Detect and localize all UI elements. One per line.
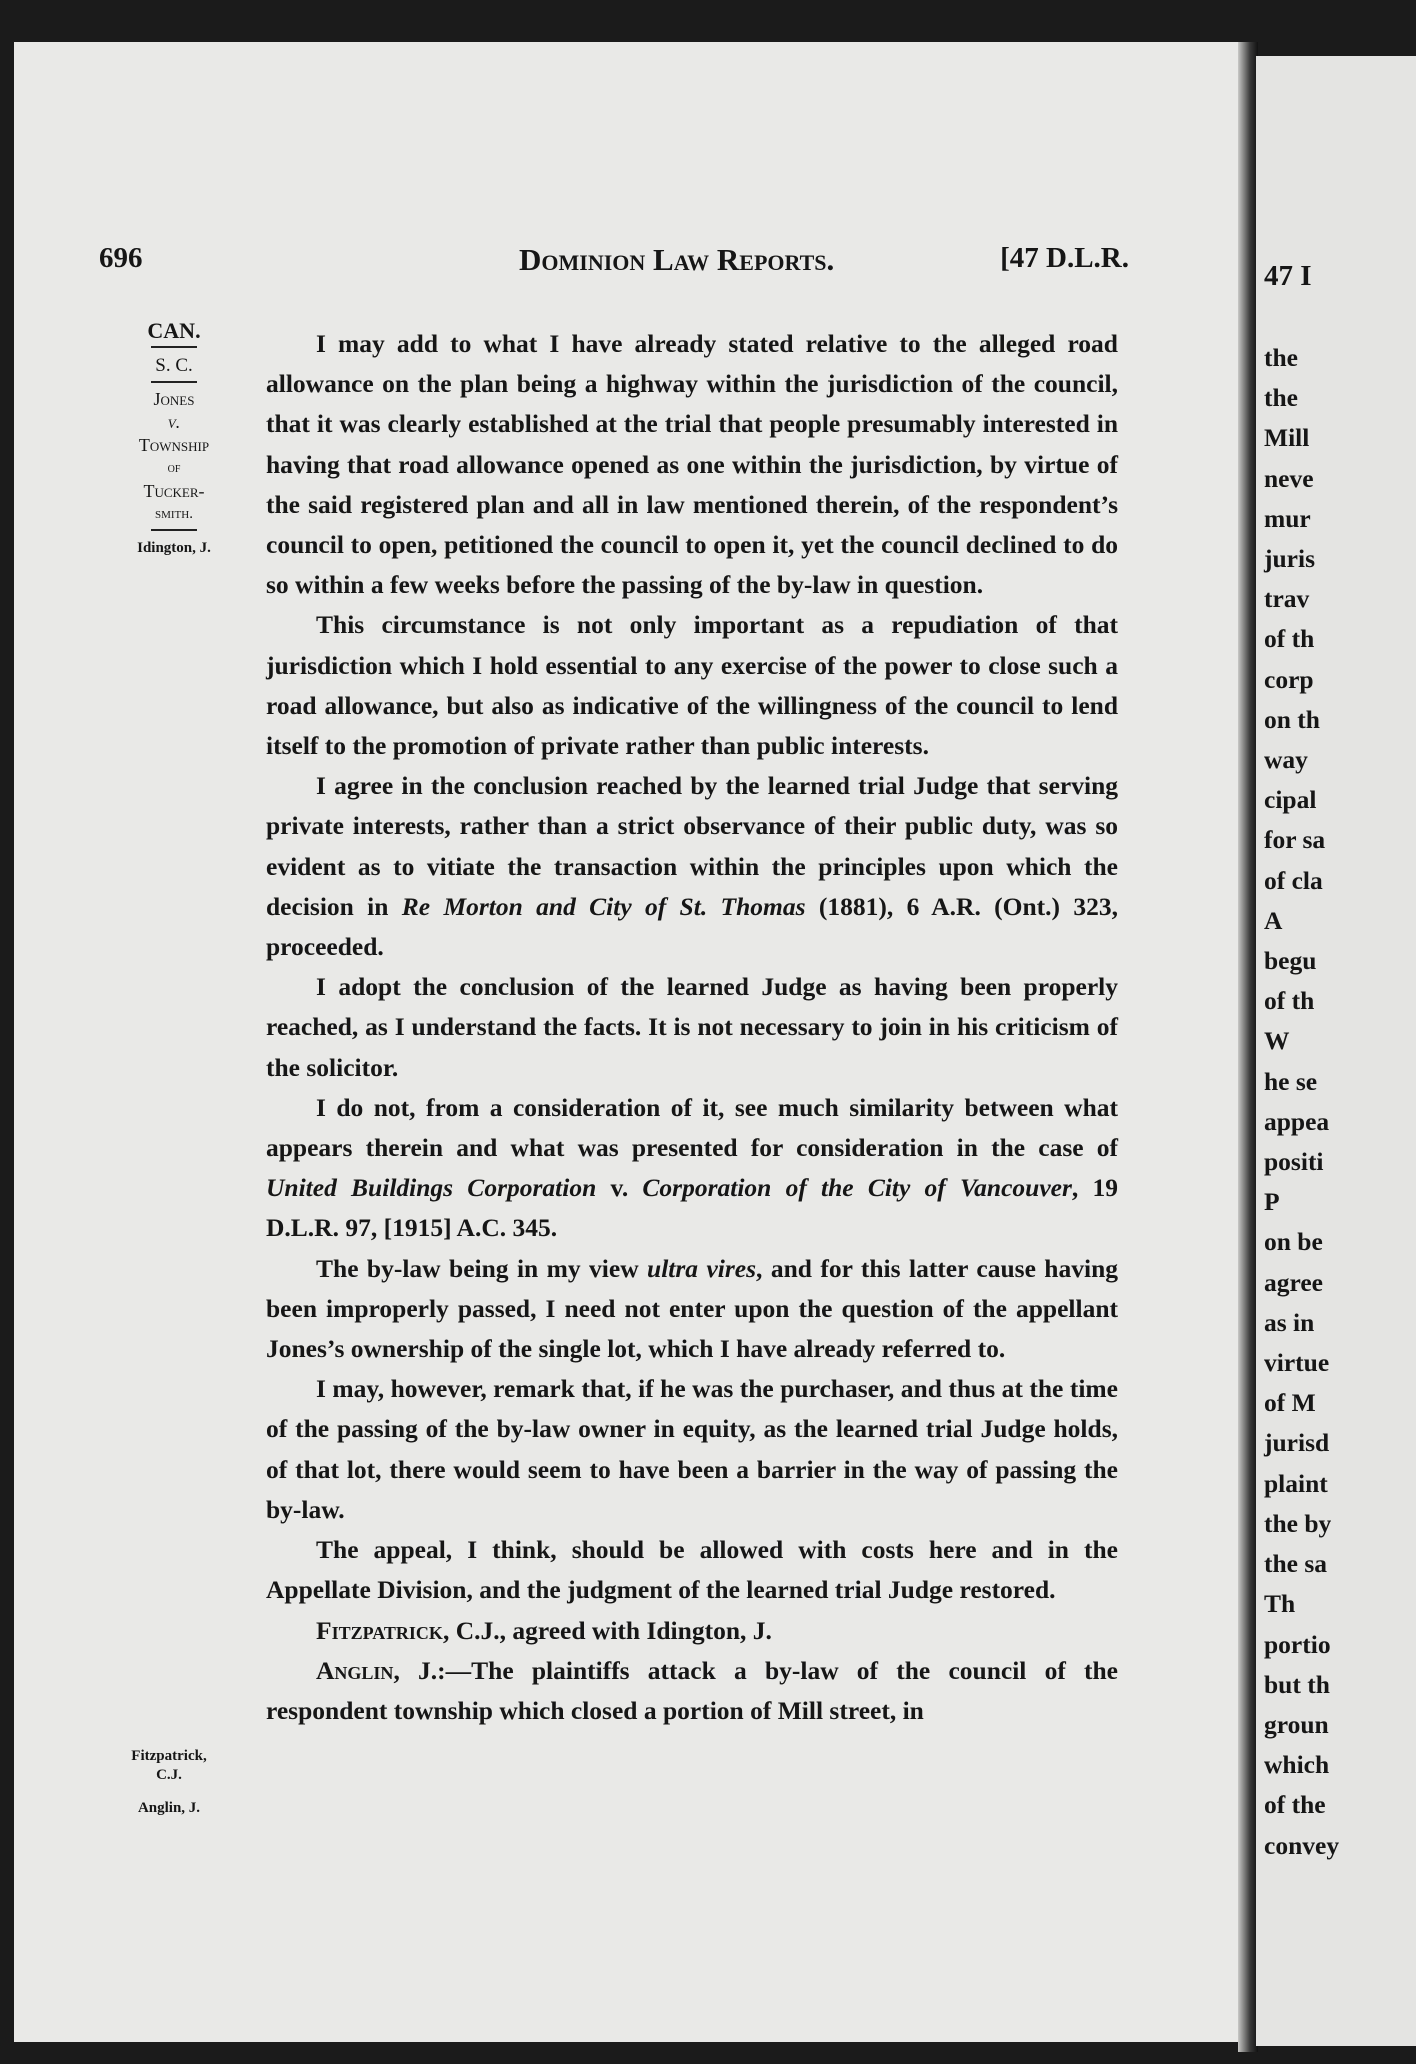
paragraph: I may, however, remark that, if he was the purchaser, and thus at the time of the passing of the by-law owner in equity, as the learned trial Judge holds, of that lot, there would seem to have been a barrier in the way of passing the by-law. [266,1374,1118,1524]
paragraph: I do not, from a consideration of it, see much similarity between what appears therein and what was presented for consideration in the case of United Buildings Corporation v. Corporation of the City of Vancouver, 19 D.L.R. 97, [1915] A.C. 345. [266,1092,1118,1243]
case-line: Township [138,435,210,455]
judge-note: C.J. [156,1767,182,1783]
judge-name: Fitzpatrick [316,1615,443,1645]
right-page-line: the by [1264,1508,1332,1538]
judge-label: Idington, J. [137,540,211,556]
paragraph: Fitzpatrick, C.J., agreed with Idington, J. [316,1615,772,1645]
margin-notes-lower [109,1747,229,1818]
right-page-line: juris [1264,544,1315,574]
right-page-line: plaint [1264,1468,1328,1498]
right-page-line: as in [1264,1307,1315,1337]
right-page-line: agree [1264,1267,1323,1297]
paragraph: Anglin, J.:—The plaintiffs attack a by-law of the council of the respondent township which closed a portion of Mill street, in [266,1655,1118,1725]
right-page-header: 47 I [1264,260,1312,292]
running-header [99,242,1129,292]
right-page-line: on be [1264,1227,1323,1257]
right-page-line: neve [1264,463,1314,493]
case-line: of [167,461,181,476]
case-citation: United Buildings Corporation [266,1173,597,1203]
right-page-line: mur [1264,503,1311,533]
right-page-lines [1264,338,1339,1866]
left-page [14,42,1242,2042]
right-page-line: appea [1264,1106,1330,1136]
case-name [94,388,254,526]
right-page-line: on th [1264,704,1320,734]
right-page-line: of M [1264,1388,1316,1418]
right-page-line: of th [1264,624,1315,654]
paragraph: I agree in the conclusion reached by the learned trial Judge that serving private interests, rather than a strict observance of their public duty, was so evident as to vitiate the transaction within the principles upon which the decision in Re Morton and City of St. Thomas (1881), 6 A.R. (Ont.) 323, proceeded. [266,771,1118,962]
right-page-line: trav [1264,584,1310,614]
right-page-line: of th [1264,986,1315,1016]
book-gutter [1238,42,1258,2052]
case-line: Tucker- [143,481,205,501]
right-page-line: begu [1264,946,1317,976]
right-page-line: groun [1264,1709,1329,1739]
case-line: Jones [153,389,195,409]
division-label: S. C. [155,355,193,376]
margin-notes [94,318,254,561]
right-page-line: P [1264,1187,1280,1217]
case-citation: Re Morton and City of St. Thomas [401,891,806,921]
right-page-line: the sa [1264,1549,1328,1579]
right-page-line: he se [1264,1066,1318,1096]
right-page-line: the [1264,343,1298,372]
judge-name: Anglin [316,1655,394,1685]
margin-rule [151,529,197,531]
right-page-line: way [1264,745,1308,775]
paragraph: The appeal, I think, should be allowed with costs here and in the Appellate Division, and the judgment of the learned trial Judge restored. [266,1535,1118,1605]
paragraph: The by-law being in my view ultra vires, and for this latter cause having been improperly passed, I need not enter upon the question of the appellant Jones’s ownership of the single lot, which I have already referred to. [266,1253,1118,1364]
right-page-line: of the [1264,1790,1326,1820]
judgment-text [266,324,1118,1731]
right-page-line: W [1264,1026,1290,1056]
paragraph: This circumstance is not only important as a repudiation of that jurisdiction which I hold essential to any exercise of the power to close such a road allowance, but also as indicative of the willingness of the council to lend itself to the promotion of private rather than public interests. [266,610,1118,761]
right-page-line: of cla [1264,865,1323,895]
right-page-line: jurisd [1264,1428,1330,1458]
right-page-line: A [1264,905,1283,935]
right-page-line: cipal [1264,785,1317,815]
right-page-line: for sa [1264,825,1326,855]
page-number: 696 [99,242,143,274]
right-page-line: but th [1264,1669,1330,1699]
right-page [1256,56,1416,2046]
paragraph: I may add to what I have already stated relative to the alleged road allowance on the plan being a highway within the jurisdiction of the council, that it was clearly established at the trial that people presumably interested in having that road allowance opened as one within the jurisdiction, by virtue of the said registered plan and all in law mentioned therein, of the respondent’s council to open, petitioned the council to open it, yet the council declined to do so within a few weeks before the passing of the by-law in question. [266,329,1118,600]
judge-note: Anglin, J. [137,1800,201,1816]
right-page-line: which [1264,1750,1330,1780]
right-page-line: corp [1264,664,1314,694]
court-label: CAN. [147,318,201,343]
running-title: Dominion Law Reports. [519,242,835,277]
latin-term: ultra vires [647,1253,757,1283]
right-page-line: portio [1264,1629,1331,1659]
right-page-line: positi [1264,1147,1324,1177]
right-page-line: the [1264,383,1298,413]
right-page-line: Mill [1264,423,1310,453]
case-line: smith. [155,506,193,522]
right-page-line: convey [1264,1830,1340,1860]
volume-reference: [47 D.L.R. [1000,242,1129,274]
right-page-line: Th [1264,1589,1296,1619]
paragraph: I adopt the conclusion of the learned Judge as having been properly reached, as I understand the facts. It is not necessary to join in his criticism of the solicitor. [266,972,1118,1082]
margin-rule [151,381,197,383]
judge-note: Fitzpatrick, [131,1748,207,1764]
margin-rule [151,346,197,348]
right-page-line: virtue [1264,1348,1330,1378]
case-line: v. [167,412,181,432]
case-citation: Corporation of the City of Vancouver [642,1173,1072,1203]
